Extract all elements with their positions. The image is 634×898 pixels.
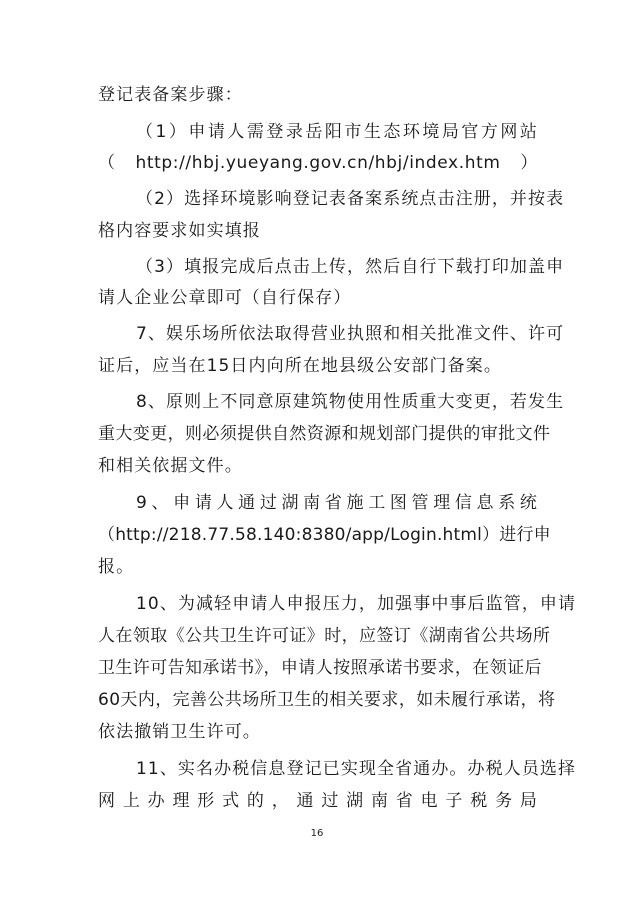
page-number: 16 (310, 828, 324, 839)
text-line: 报。 (98, 557, 135, 577)
text-line: （http://218.77.58.140:8380/app/Login.html）进行申 (98, 525, 551, 545)
text-line: 请人企业公章即可（自行保存） (98, 288, 352, 308)
text-line: 证后，应当在15日内向所在地县级公安部门备案。 (98, 356, 502, 376)
text-line: （1）申请人需登录岳阳市生态环境局官方网站 (136, 122, 538, 142)
text-line: （http://hbj.yueyang.gov.cn/hbj/index.htm） (98, 153, 538, 173)
text-line: 人在领取《公共卫生许可证》时，应签订《湖南省公共场所 (98, 626, 551, 646)
text-line: 格内容要求如实填报 (98, 221, 261, 241)
text-line: 10、为减轻申请人申报压力，加强事中事后监管，申请 (136, 594, 577, 614)
text-line: 11、实名办税信息登记已实现全省通办。办税人员选择 (136, 759, 577, 779)
text-line: 登记表备案步骤： (98, 85, 243, 105)
text-line: 8、原则上不同意原建筑物使用性质重大变更，若发生 (136, 392, 565, 412)
text-line: （3）填报完成后点击上传，然后自行下载打印加盖申 (136, 257, 565, 277)
text-line: 和相关依据文件。 (98, 456, 243, 476)
text-line: 依法撤销卫生许可。 (98, 722, 261, 742)
text-line: 60天内，完善公共场所卫生的相关要求，如未履行承诺，将 (98, 690, 556, 710)
text-line: 9、申请人通过湖南省施工图管理信息系统 (136, 493, 538, 513)
text-line: 网上办理形式的，通过湖南省电子税务局 (98, 791, 538, 811)
text-line: 卫生许可告知承诺书》，申请人按照承诺书要求，在领证后 (98, 658, 542, 678)
text-line: （2）选择环境影响登记表备案系统点击注册，并按表 (136, 189, 565, 209)
text-line: 7、娱乐场所依法取得营业执照和相关批准文件、许可 (136, 324, 565, 344)
text-line: 重大变更，则必须提供自然资源和规划部门提供的审批文件 (98, 424, 551, 444)
